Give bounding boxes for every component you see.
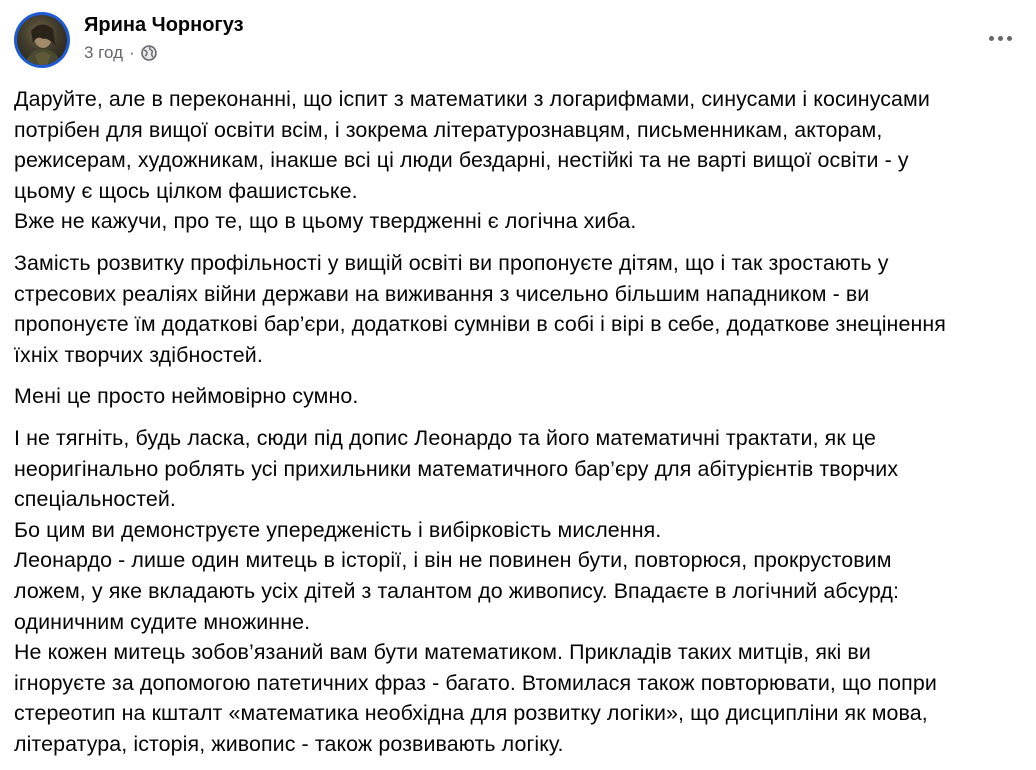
menu-dot [998,36,1003,41]
avatar-photo [17,15,67,65]
more-options-icon[interactable] [982,24,1018,52]
post-body [14,84,1030,770]
post-header [14,10,1022,70]
post-paragraph: Замість розвитку профільності у вищій освіті ви пропонуєте дітям, що і так зростають у стресових реаліях війни держави на виживання з чисельно більшим нападником - ви пропонуєте їм додаткові бар’єри, додаткові сумніви в собі і вірі в себе, додаткове знецінення їхніх творчих здібностей. [14,250,946,367]
meta-separator: · [129,43,135,62]
menu-dot [1007,36,1012,41]
menu-dot [989,36,994,41]
post-paragraph: Даруйте, але в переконанні, що іспит з математики з логарифмами, синусами і косинусами потрібен для вищої освіти всім, і зокрема літературознавцям, письменникам, акторам, режисерам, художникам, інакше всі ці люди бездарні, нестійкі та не варті вищої освіти - у цьому є щось цілком фашистське. Вже не кажучи, про те, що в цьому твердженні є логічна хиба. [14,87,930,234]
post-paragraph: І не тягніть, будь ласка, сюди під допис Леонардо та його математичні трактати, як це неоригінально роблять усі прихильники математичного бар’єру для абітурієнтів творчих спеціальностей. Бо цим ви демонструєте упередженість і вибірковість мислення. Леонардо - лише один митець в історії, і він не повинен бути, повторюся, прокрустовим ложем, у яке вкладають усіх дітей з талантом до живопису. Впадаєте в логічний абсурд: одиничним судите множинне. Не кожен митець зобов’язаний вам бути математиком. Прикладів таких митців, які ви ігноруєте за допомогою патетичних фраз - багато. Втомилася також повторювати, що попри стереотип на кшталт «математика необхідна для розвитку логіки», що дисципліни як мова, література, історія, живопис - також розвивають логіку. [14,425,937,756]
post-paragraph: Мені це просто неймовірно сумно. [14,384,359,409]
avatar-person-icon [17,15,67,65]
author-name[interactable]: Ярина Чорногуз [84,14,244,36]
globe-icon[interactable] [141,45,157,61]
post-meta [84,43,157,63]
post-timestamp[interactable]: 3 год [84,43,124,62]
avatar[interactable] [14,12,70,68]
